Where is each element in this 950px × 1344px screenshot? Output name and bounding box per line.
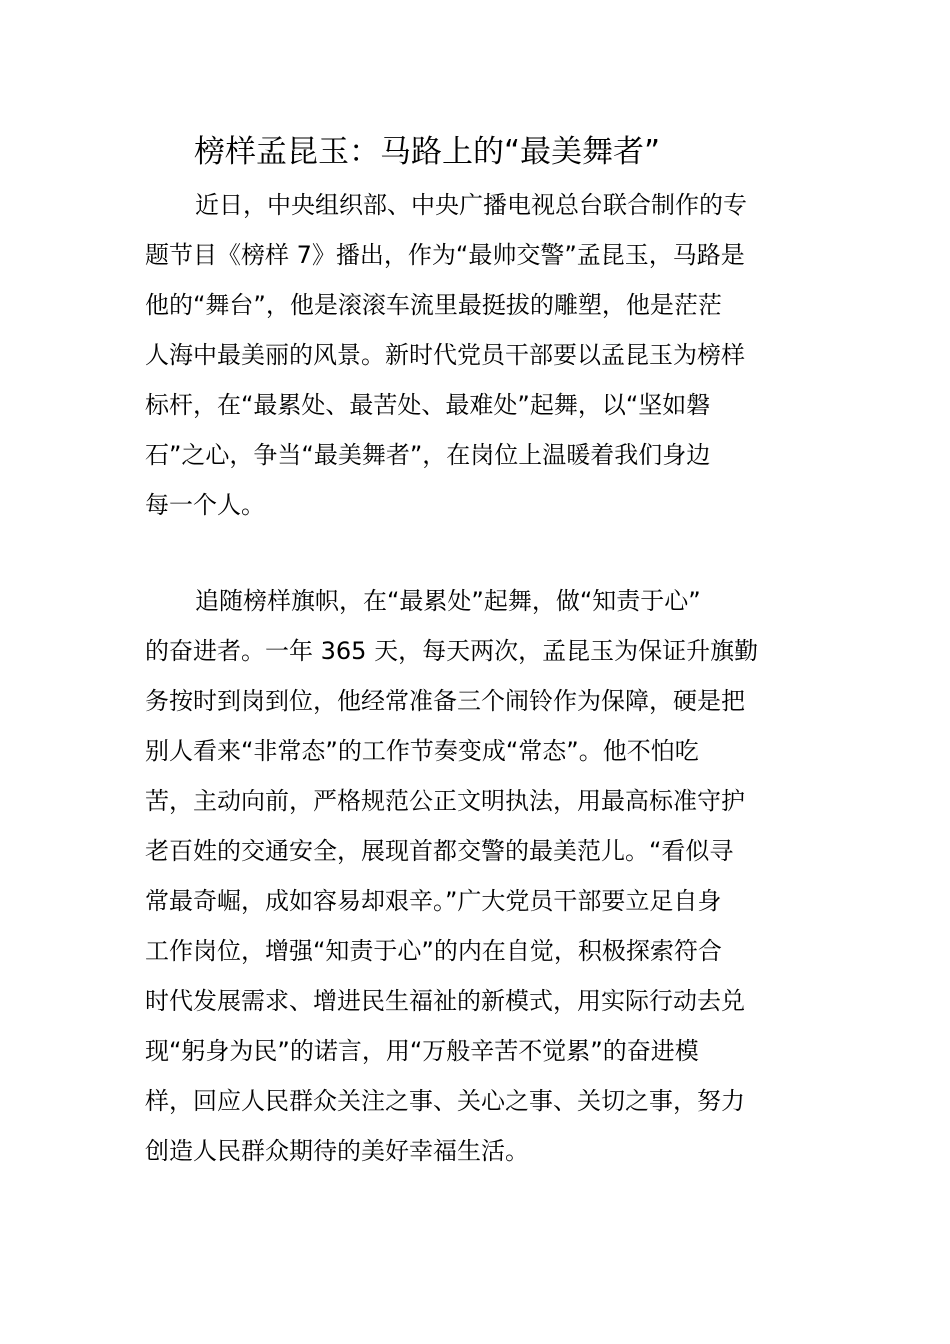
paragraph-line: 他的“舞台”，他是滚滚车流里最挺拔的雕塑，他是茫茫 xyxy=(145,291,722,319)
paragraph-line: 常最奇崛，成如容易却艰辛。”广大党员干部要立足自身 xyxy=(145,887,722,915)
paragraph-line: 人海中最美丽的风景。新时代党员干部要以孟昆玉为榜样 xyxy=(145,341,745,369)
paragraph-line: 的奋进者。一年 365 天，每天两次，孟昆玉为保证升旗勤 xyxy=(145,637,759,665)
paragraph-line: 创造人民群众期待的美好幸福生活。 xyxy=(145,1137,529,1165)
paragraph-line: 苦，主动向前，严格规范公正文明执法，用最高标准守护 xyxy=(145,787,745,815)
paragraph-line: 时代发展需求、增进民生福祉的新模式，用实际行动去兑 xyxy=(145,987,745,1015)
paragraph-line: 近日，中央组织部、中央广播电视总台联合制作的专 xyxy=(195,191,747,219)
paragraph-2 xyxy=(145,576,810,1176)
paragraph-line: 务按时到岗到位，他经常准备三个闹铃作为保障，硬是把 xyxy=(145,687,745,715)
paragraph-line: 题节目《榜样 7》播出，作为“最帅交警”孟昆玉，马路是 xyxy=(145,241,745,269)
paragraph-line: 老百姓的交通安全，展现首都交警的最美范儿。“看似寻 xyxy=(145,837,734,865)
document-title: 榜样孟昆玉：马路上的“最美舞者” xyxy=(194,134,661,170)
paragraph-line: 别人看来“非常态”的工作节奏变成“常态”。他不怕吃 xyxy=(145,737,699,765)
paragraph-line: 工作岗位，增强“知责于心”的内在自觉，积极探索符合 xyxy=(145,937,722,965)
paragraph-line: 追随榜样旗帜，在“最累处”起舞，做“知责于心” xyxy=(195,587,701,615)
paragraph-line: 标杆，在“最累处、最苦处、最难处”起舞，以“坚如磐 xyxy=(145,391,711,419)
paragraph-line: 样，回应人民群众关注之事、关心之事、关切之事，努力 xyxy=(145,1087,745,1115)
paragraph-line: 石”之心，争当“最美舞者”，在岗位上温暖着我们身边 xyxy=(145,441,711,469)
paragraph-1 xyxy=(145,180,810,530)
paragraph-line: 现“躬身为民”的诺言，用“万般辛苦不觉累”的奋进模 xyxy=(145,1037,699,1065)
paragraph-line: 每一个人。 xyxy=(145,491,265,519)
